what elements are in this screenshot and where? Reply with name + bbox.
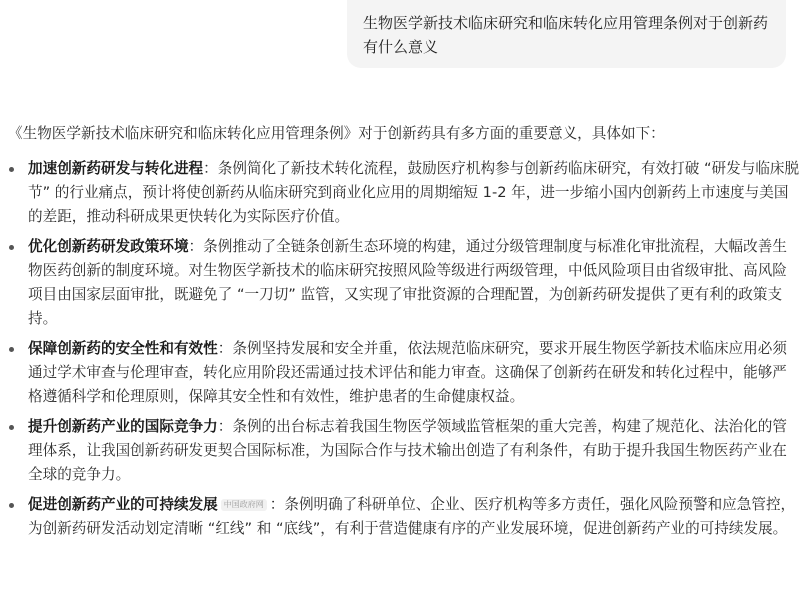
point-separator: ： [188, 238, 204, 255]
answer-point [8, 493, 800, 541]
bullet-icon [9, 245, 14, 250]
user-message-text: 生物医学新技术临床研究和临床转化应用管理条例对于创新药有什么意义 [363, 14, 769, 56]
bullet-icon [9, 503, 14, 508]
point-body: 条例明确了科研单位、企业、医疗机构等多方责任，强化风险预警和应急管控，为创新药研发活动划定清晰 “红线” 和 “底线”，有利于营造健康有序的产业发展环境，促进创新药产业的可持续发展。 [28, 496, 796, 537]
answer-point [8, 235, 800, 331]
point-separator: ： [269, 496, 285, 513]
answer-point [8, 157, 800, 229]
bullet-icon [9, 425, 14, 430]
user-message-bubble [347, 0, 786, 68]
point-title: 促进创新药产业的可持续发展 [28, 496, 218, 513]
point-body: 条例坚持发展和安全并重，依法规范临床研究，要求开展生物医学新技术临床应用必须通过学术审查与伦理审查，转化应用阶段还需通过技术评估和能力审查。这确保了创新药在研发和转化过程中，能够严格遵循科学和伦理原则，保障其安全性和有效性，维护患者的生命健康权益。 [28, 340, 787, 405]
point-title: 优化创新药研发政策环境 [28, 238, 189, 255]
bullet-icon [9, 167, 14, 172]
point-separator: ： [217, 340, 233, 357]
assistant-answer [8, 122, 800, 547]
source-citation-tag[interactable]: 中国政府网 [221, 499, 267, 511]
point-body: 条例推动了全链条创新生态环境的构建，通过分级管理制度与标准化审批流程，大幅改善生物医药创新的制度环境。对生物医学新技术的临床研究按照风险等级进行两级管理，中低风险项目由省级审批、高风险项目由国家层面审批，既避免了 “一刀切” 监管，又实现了审批资源的合理配置，为创新药研发提供了更有利的政策支持。 [28, 238, 787, 327]
point-title: 提升创新药产业的国际竞争力 [28, 418, 218, 435]
point-title: 加速创新药研发与转化进程 [28, 160, 204, 177]
answer-intro: 《生物医学新技术临床研究和临床转化应用管理条例》对于创新药具有多方面的重要意义，具体如下： [8, 125, 665, 142]
bullet-icon [9, 347, 14, 352]
point-separator: ： [217, 418, 233, 435]
answer-point [8, 337, 800, 409]
point-title: 保障创新药的安全性和有效性 [28, 340, 218, 357]
point-body: 条例简化了新技术转化流程，鼓励医疗机构参与创新药临床研究，有效打破 “研发与临床脱节” 的行业痛点，预计将使创新药从临床研究到商业化应用的周期缩短 1-2 年，进一步缩小国内创新药上市速度与美国的差距，推动科研成果更快转化为实际医疗价值。 [28, 160, 800, 225]
point-separator: ： [203, 160, 218, 177]
answer-points-list [8, 157, 800, 541]
answer-point [8, 415, 800, 487]
point-body: 条例的出台标志着我国生物医学领域监管框架的重大完善，构建了规范化、法治化的管理体系，让我国创新药研发更契合国际标准，为国际合作与技术输出创造了有利条件，有助于提升我国生物医药产业在全球的竞争力。 [28, 418, 787, 483]
